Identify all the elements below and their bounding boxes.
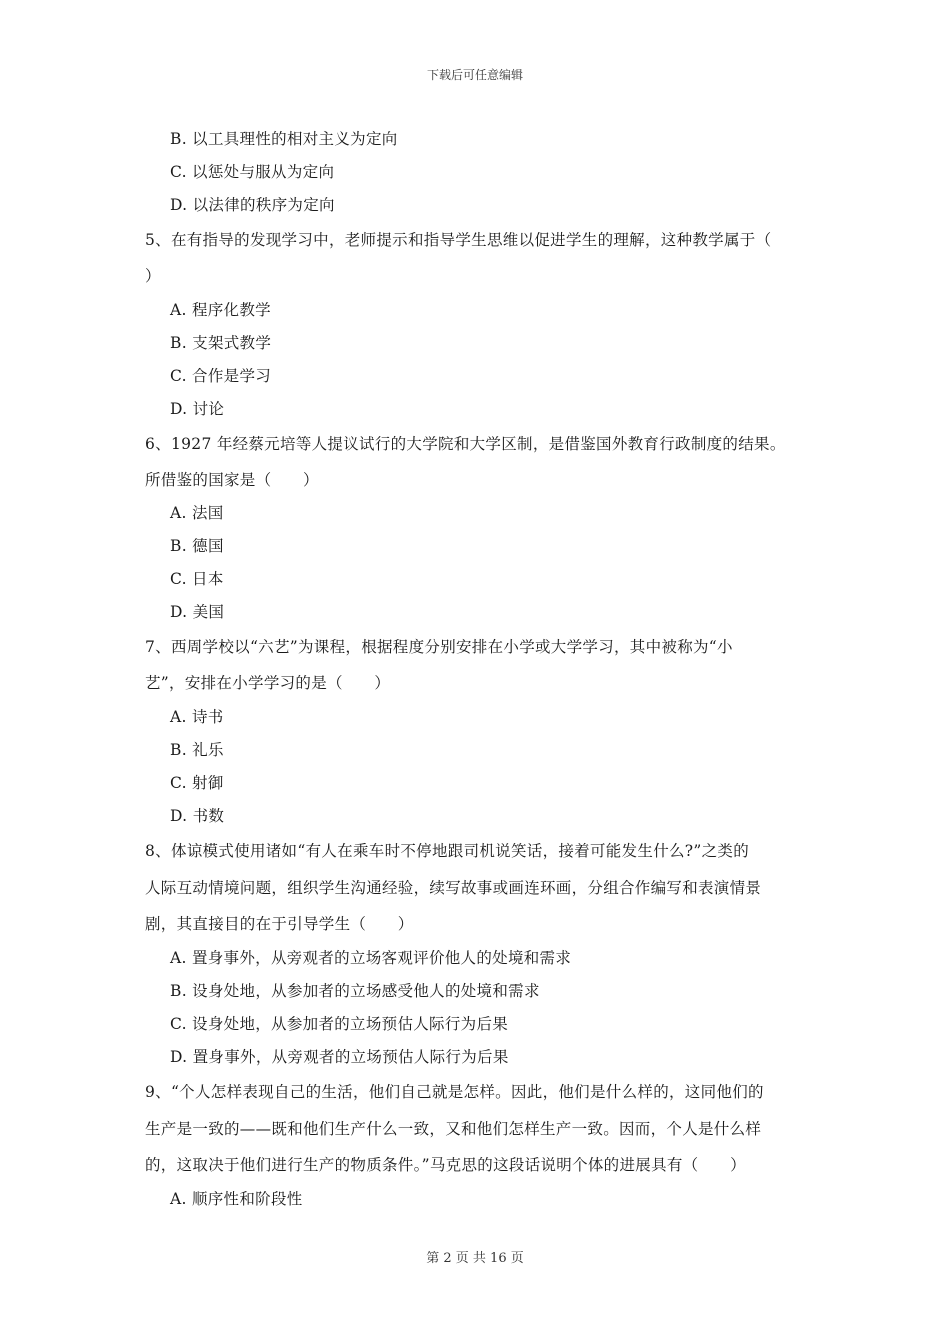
page-header: 下载后可任意编辑 (426, 68, 523, 82)
question-line: 的，这取决于他们进行生产的物质条件。”马克思的这段话说明个体的进展具有（ ） (145, 1156, 746, 1174)
option-line: D. 讨论 (170, 400, 225, 418)
option-line: D. 置身事外，从旁观者的立场预估人际行为后果 (170, 1048, 509, 1066)
option-line: B. 支架式教学 (170, 334, 272, 352)
option-line: C. 合作是学习 (170, 367, 272, 385)
option-line: B. 德国 (170, 537, 224, 555)
option-line: D. 美国 (170, 603, 225, 621)
question-line: 8、体谅模式使用诸如“有人在乘车时不停地跟司机说笑话，接着可能发生什么?”之类的 (145, 842, 750, 860)
question-line: 艺”，安排在小学学习的是（ ） (145, 674, 391, 692)
option-line: A. 顺序性和阶段性 (170, 1190, 303, 1208)
option-line: D. 书数 (170, 807, 225, 825)
question-line: ） (145, 267, 161, 285)
question-line: 所借鉴的国家是（ ） (145, 471, 319, 489)
option-line: B. 设身处地，从参加者的立场感受他人的处境和需求 (170, 982, 540, 1000)
question-line: 人际互动情境问题，组织学生沟通经验，续写故事或画连环画，分组合作编写和表演情景 (145, 879, 762, 897)
question-line: 剧，其直接目的在于引导学生（ ） (145, 915, 414, 933)
option-line: C. 射御 (170, 774, 224, 792)
question-line: 5、在有指导的发现学习中，老师提示和指导学生思维以促进学生的理解，这种教学属于（ (145, 231, 772, 249)
question-line: 7、西周学校以“六艺”为课程，根据程度分别安排在小学或大学学习，其中被称为“小 (145, 638, 733, 656)
option-line: B. 礼乐 (170, 741, 224, 759)
option-line: A. 诗书 (170, 708, 224, 726)
option-line: B. 以工具理性的相对主义为定向 (170, 130, 398, 148)
option-line: C. 日本 (170, 570, 224, 588)
question-line: 生产是一致的——既和他们生产什么一致，又和他们怎样生产一致。因而，个人是什么样 (145, 1120, 762, 1138)
option-line: A. 法国 (170, 504, 224, 522)
option-line: D. 以法律的秩序为定向 (170, 196, 335, 214)
option-line: C. 以惩处与服从为定向 (170, 163, 335, 181)
question-line: 9、“个人怎样表现自己的生活，他们自己就是怎样。因此，他们是什么样的，这同他们的 (145, 1083, 764, 1101)
option-line: A. 置身事外，从旁观者的立场客观评价他人的处境和需求 (170, 949, 572, 967)
question-line: 6、1927 年经蔡元培等人提议试行的大学院和大学区制，是借鉴国外教育行政制度的结果。 (145, 435, 786, 453)
page-footer: 第 2 页 共 16 页 (426, 1251, 524, 1266)
option-line: C. 设身处地，从参加者的立场预估人际行为后果 (170, 1015, 509, 1033)
option-line: A. 程序化教学 (170, 301, 271, 319)
